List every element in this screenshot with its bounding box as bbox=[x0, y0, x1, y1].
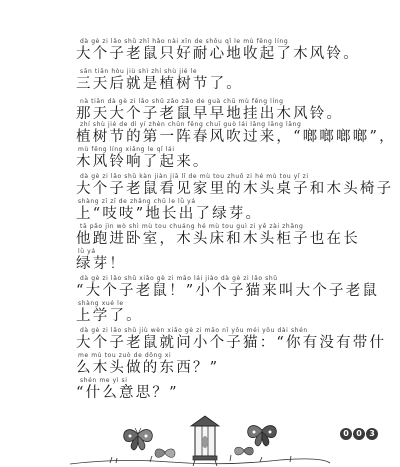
page-number-digit: 0 bbox=[340, 428, 352, 440]
moth-icon bbox=[235, 447, 254, 455]
text-line bbox=[0, 352, 400, 376]
text-line bbox=[0, 173, 400, 197]
moth-icon bbox=[124, 428, 153, 450]
text-line bbox=[0, 248, 400, 272]
page-number-digit: 0 bbox=[353, 428, 365, 440]
chinese-line: 那天大个子老鼠早早地挂出木风铃。 bbox=[76, 106, 344, 122]
lantern-icon bbox=[191, 416, 219, 466]
moth-icon bbox=[248, 426, 277, 446]
chinese-line: 大个子老鼠看见家里的木头桌子和木头椅子 bbox=[76, 181, 394, 197]
pinyin-line: dà gè zi lǎo shǔ zhǐ hǎo nài xīn de shōu qǐ le mù fēng líng bbox=[80, 38, 289, 45]
chinese-line: 他跑进卧室，木头床和木头柜子也在长 bbox=[76, 231, 360, 247]
text-line bbox=[0, 38, 400, 62]
pinyin-line: zhí shù jié de dì yí zhèn chūn fēng chuī guò lái lāng lāng lāng bbox=[80, 121, 302, 128]
text-line bbox=[0, 223, 400, 247]
text-line bbox=[0, 300, 400, 324]
text-line bbox=[0, 198, 400, 222]
pinyin-line: nà tiān dà gè zi lǎo shǔ zǎo zǎo de guà chū mù fēng líng bbox=[80, 98, 284, 105]
pinyin-line: sān tiān hòu jiù shì zhí shù jié le bbox=[80, 68, 198, 75]
text-line bbox=[0, 68, 400, 92]
text-line bbox=[0, 327, 400, 351]
chinese-line: 上“吱吱”地长出了绿芽。 bbox=[76, 206, 263, 222]
text-line bbox=[0, 275, 400, 299]
chinese-line: 绿芽！ bbox=[76, 256, 127, 272]
pinyin-line: tā pǎo jìn wò shì mù tou chuáng hé mù tou guì zi yě zài zhǎng bbox=[80, 223, 304, 230]
page-number bbox=[340, 428, 378, 440]
text-line bbox=[0, 98, 400, 122]
pinyin-line: lǜ yá bbox=[78, 248, 96, 255]
chinese-line: 大个子老鼠只好耐心地收起了木风铃。 bbox=[76, 46, 360, 62]
pinyin-line: mù fēng líng xiǎng le qǐ lái bbox=[78, 146, 175, 153]
chinese-line: “大个子老鼠！”小个子猫来叫大个子老鼠 bbox=[76, 283, 380, 299]
pinyin-line: shàng xué le bbox=[78, 300, 124, 307]
pinyin-line: dà gè zi lǎo shǔ xiǎo gè zi māo lái jiào dà gè zi lǎo shǔ bbox=[80, 275, 278, 282]
text-line bbox=[0, 146, 400, 170]
pinyin-line: shén me yì si bbox=[80, 377, 128, 384]
pinyin-line: dà gè zi lǎo shǔ kàn jiàn jiā lǐ de mù tou zhuō zi hé mù tou yǐ zi bbox=[80, 173, 309, 180]
chinese-line: 木风铃响了起来。 bbox=[76, 154, 210, 170]
chinese-line: 么木头做的东西？” bbox=[76, 360, 220, 376]
chinese-line: “什么意思？” bbox=[76, 385, 179, 401]
pinyin-line: me mù tou zuò de dōng xi bbox=[78, 352, 172, 359]
moth-icon bbox=[155, 449, 175, 457]
chinese-line: 上学了。 bbox=[76, 308, 143, 324]
pinyin-line: shàng zī zī de zhǎng chū le lǜ yá bbox=[78, 198, 196, 205]
chinese-line: 大个子老鼠就问小个子猫：“你有没有带什 bbox=[76, 335, 387, 351]
text-line bbox=[0, 121, 400, 145]
text-line bbox=[0, 377, 400, 401]
page-number-digit: 3 bbox=[366, 428, 378, 440]
pinyin-line: dà gè zi lǎo shǔ jiù wèn xiǎo gè zi māo nǐ yǒu méi yǒu dài shén bbox=[80, 327, 308, 334]
chinese-line: 三天后就是植树节了。 bbox=[76, 76, 243, 92]
chinese-line: 植树节的第一阵春风吹过来，“啷啷啷啷”， bbox=[76, 129, 396, 145]
